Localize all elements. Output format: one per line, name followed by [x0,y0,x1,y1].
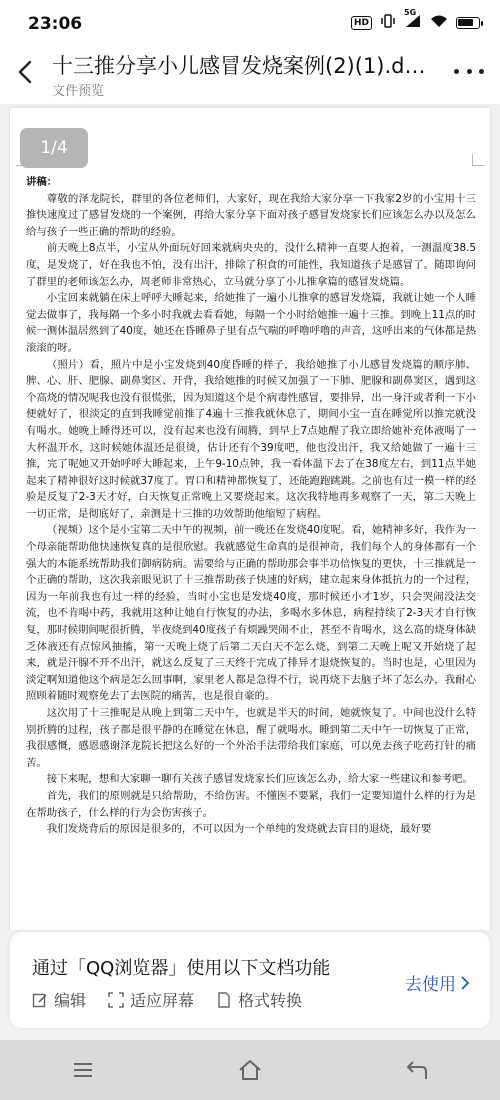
document-page [10,108,490,930]
promo-features [32,988,302,1011]
home-button[interactable] [220,1050,280,1090]
more-dot-icon [479,69,484,74]
home-icon [237,1059,263,1081]
signal-icon [404,8,422,31]
page-title: 十三推分享小儿感冒发烧案例(2)(1).d… [52,54,426,78]
use-now-label: 去使用 [405,975,456,995]
more-options-button[interactable] [454,58,484,84]
hd-icon: HD [351,16,372,30]
edit-icon [32,992,48,1008]
fit-screen-feature-label: 适应屏幕 [130,991,195,1010]
document-text [26,174,476,838]
paragraph: 尊敬的泽龙院长，群里的各位老师们，大家好，现在我给大家分享一下我家2岁的小宝用十三推快速度过了感冒发烧的一个案例，再给大家分享下面对孩子感冒发烧家长们应该怎么办以及怎么给与孩子一些正确的帮助的经验。 [26,192,476,238]
system-nav-bar [0,1040,500,1100]
fit-screen-feature[interactable] [108,988,194,1011]
paragraph: 这次用了十三推呢是从晚上到第二天中午，也就是半天的时间，她就恢复了。中间也没什么特别折腾的过程，孩子都是很平静的在睡觉在休息，醒了就喝水。睡到第二天中午一切恢复了正常，我很感慨，感恩感谢泽龙院长把这么好的一个外治手法带给我们家庭，可以免去孩子吃药打针的痛苦。 [26,707,476,769]
use-now-button[interactable] [405,970,470,995]
format-convert-feature[interactable] [216,988,302,1011]
document-lead: 讲稿： [26,176,58,188]
format-convert-feature-label: 格式转换 [238,991,303,1010]
more-dot-icon [467,69,472,74]
menu-icon [72,1061,94,1079]
browser-promo-sheet [10,932,490,1028]
wifi-icon [430,14,448,31]
back-icon [405,1059,429,1081]
edit-feature[interactable] [32,988,86,1011]
vibrate-icon [380,14,396,31]
menu-button[interactable] [53,1050,113,1090]
paragraph: （照片）看，照片中是小宝发烧到40度昏睡的样子，我给她推了小儿感冒发烧篇的顺序肺、脾、心、肝、肥腺、副鼻窦区、开背，我给她推的时候又加强了一下肺、肥腺和副鼻窦区，遇到这个高烧的情况呢我也没有很慌张，因为知道这个是个病毒性感冒，要排异，出一身汗或者利一下小便就好了，很淡定的直到我睡觉前推了4遍十三推我就休息了，期间小宝一直在睡觉所以推完就没有喝水。她晚上睡得还可以，没有起来也没有闹腾，到早上7点她醒了我立即给她补充体液喝了一大杯温开水，这时候她体温还是很烫，估计还有个39度吧，他也没出汗，我又给她做了一遍十三推，完了呢她又开始呼呼大睡起来，上午9-10点钟，我一看体温下去了在38度左右，到11点半她起来了精神很好这时候就37度了。胃口和精神都恢复了，还能跑跑跳跳。之前也有过一模一样的经验是反复了2-3天才好，白天恢复正常晚上又要烧起来。这次我特地再多观察了一天，第二天晚上一切正常，是彻底好了，亲测是十三推的功效帮助他缩短了病程。 [26,358,476,520]
paragraph: 接下来呢，想和大家聊一聊有关孩子感冒发烧家长们应该怎么办，给大家一些建议和参考吧。 [46,773,473,786]
paragraph: 首先，我们的原则就是只给帮助，不给伤害。不懂医不要紧，我们一定要知道什么样的行为是在帮助孩子，什么样的行为会伤害孩子。 [26,789,476,819]
network-label: 5G [404,8,417,17]
chevron-left-icon [12,54,42,90]
paragraph: 小宝回来就躺在床上呼呼大睡起来，给她推了一遍小儿推拿的感冒发烧篇，我就让她一个人睡觉去做事了，我每隔一个多小时我就去看看她，每隔一个小时给她推一遍十三推。到晚上11点的时候一测体温居然到了40度，她还在昏睡鼻子里有点气喘的呼噜呼噜的声音，这呼出来的气体都是热滚滚的呀。 [26,292,476,354]
status-time: 23:06 [28,14,83,34]
paragraph: 前天晚上8点半，小宝从外面玩好回来就病央央的，没什么精神一直要人抱着，一测温度38.5度，是发烧了，好在我也不怕，没有出汗，排除了积食的可能性，我知道孩子是感冒了。随即询问了群里的老师该怎么办，周老师非常热心，立马就分享了小儿推拿篇的感冒发烧篇。 [26,242,476,288]
edit-feature-label: 编辑 [54,991,87,1010]
paragraph: （视频）这个是小宝第二天中午的视频，前一晚还在发烧40度呢。看，她精神多好，我作为一个母亲能帮助他快速恢复真的是很欣慰。我就感觉生命真的是很神奇，我们每个人的身体都有一个强大的本能系统帮助我们御病防病。需要给与正确的帮助那会事半功倍恢复的更快，十三推就是一个正确的帮助，这次我亲眼见识了十三推帮助孩子快速的好病，建立起来身体抵抗力的一个过程，因为一年前我也有过一样的经验，当时小宝也是发烧40度，那时候还小才1岁，只会哭闹没法交流，也不肯喝中药，我就用这种让她自行恢复的办法，多喝水多休息，病程持续了2-3天才自行恢复，那时候期间呢很折腾，半夜烧到40度孩子有烦躁哭闹不止，甚至不肯喝水，这么高的烧身体缺乏体液还有点惊风抽搐，第一天晚上烧了后第二天白天不怎么烧，到第二天晚上呢又开始烧了起来，就是汗腺不开不出汗，就这么反复了三天终于完成了排异才退烧恢复的。当时也是，心里因为淡定啊知道他这个病是怎么回事啊，家里老人都是急得不行，说再烧下去脑子坏了怎么办，我耐心照顾着随时观察免去了去医院的痛苦，也是很自豪的。 [26,524,476,703]
document-viewer[interactable] [0,104,500,930]
page-corner-mark [472,154,484,166]
promo-title: 通过「QQ浏览器」使用以下文档功能 [32,958,331,979]
battery-icon [456,17,480,29]
format-convert-icon [216,992,232,1008]
status-bar [0,0,500,46]
nav-back-button[interactable] [387,1050,447,1090]
battery-level [458,19,473,26]
fit-screen-icon [108,992,124,1008]
chevron-right-icon [460,975,470,991]
app-header [0,46,500,104]
page-subtitle: 文件预览 [52,84,105,99]
more-dot-icon [454,69,459,74]
status-icons [351,8,480,31]
back-button[interactable] [12,54,42,90]
page-indicator: 1/4 [20,128,88,168]
paragraph: 我们发烧背后的原因是很多的，不可以因为一个单纯的发烧就去盲目的退烧，最好要 [46,823,432,836]
